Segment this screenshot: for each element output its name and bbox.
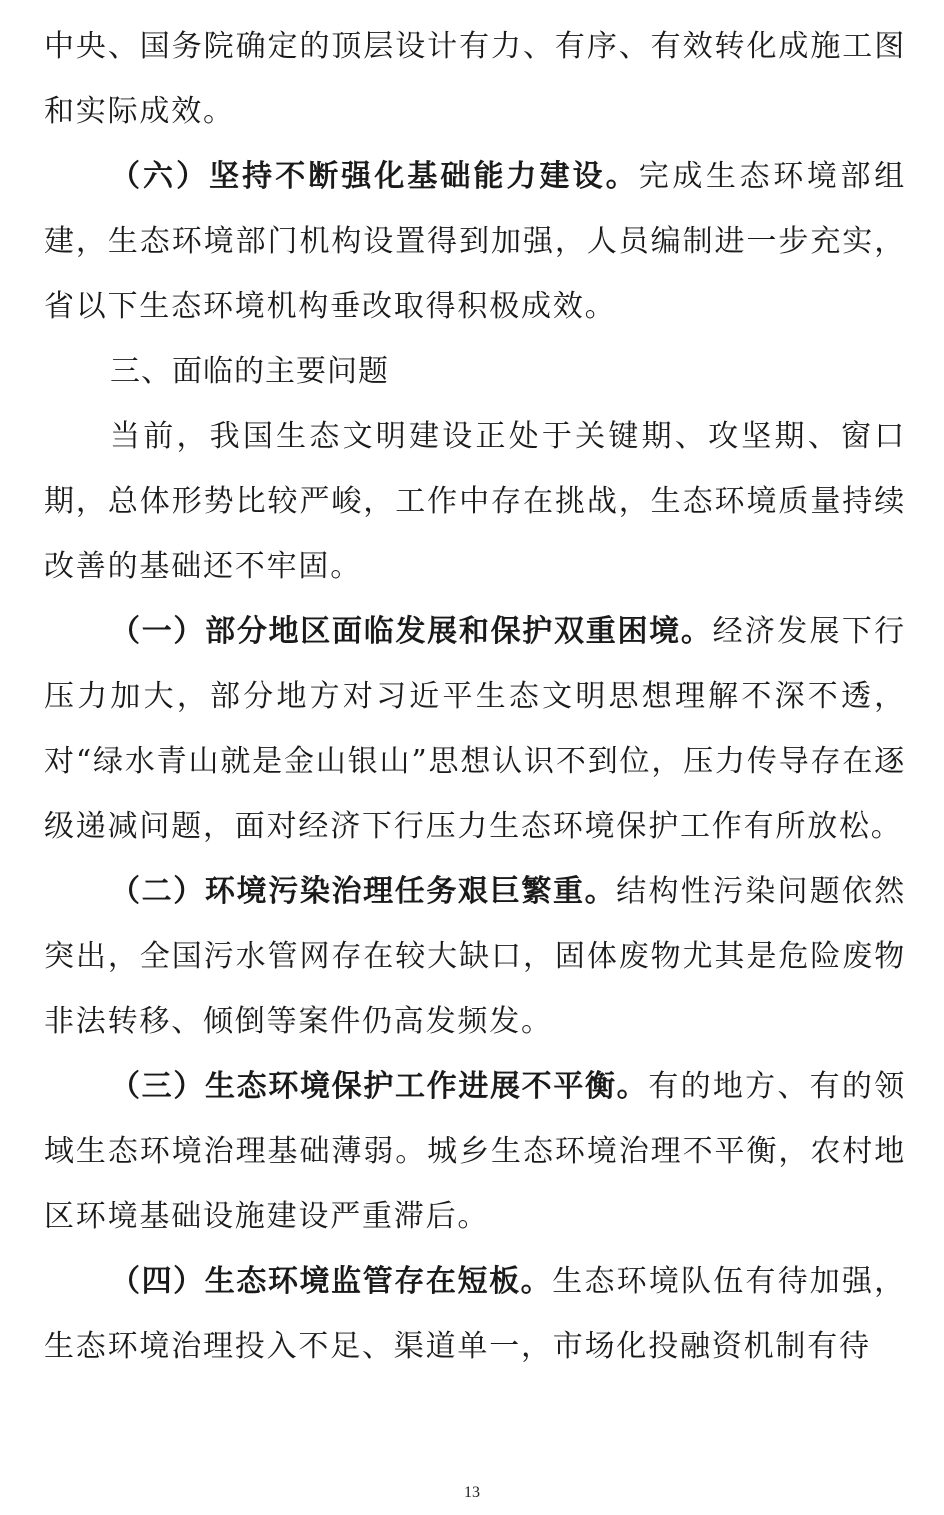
paragraph-item-6 [44, 144, 906, 339]
section-heading: 三、面临的主要问题 [110, 354, 389, 389]
paragraph-lead: （四）生态环境监管存在短板。 [110, 1264, 553, 1299]
paragraph-text: 当前，我国生态文明建设正处于关键期、攻坚期、窗口期，总体形势比较严峻，工作中存在挑战，生态环境质量持续改善的基础还不牢固。 [44, 419, 906, 584]
paragraph-text: 中央、国务院确定的顶层设计有力、有序、有效转化成施工图和实际成效。 [44, 29, 906, 129]
paragraph-item-4 [44, 1249, 906, 1379]
document-page [44, 14, 906, 1379]
paragraph-lead: （六）坚持不断强化基础能力建设。 [110, 159, 639, 194]
paragraph-text: 有的地方、有的领域生态环境治理基础薄弱。城乡生态环境治理不平衡，农村地区环境基础设施建设严重滞后。 [44, 1069, 906, 1234]
paragraph-intro [44, 404, 906, 599]
paragraph-lead: （一）部分地区面临发展和保护双重困境。 [110, 614, 713, 649]
paragraph-item-3 [44, 1054, 906, 1249]
paragraph-lead: （二）环境污染治理任务艰巨繁重。 [110, 874, 617, 909]
paragraph-text: 经济发展下行压力加大，部分地方对习近平生态文明思想理解不深不透，对“绿水青山就是金山银山”思想认识不到位，压力传导存在逐级递减问题，面对经济下行压力生态环境保护工作有所放松。 [44, 614, 906, 844]
paragraph-item-2 [44, 859, 906, 1054]
paragraph-lead: （三）生态环境保护工作进展不平衡。 [110, 1069, 649, 1104]
paragraph-text: 完成生态环境部组建，生态环境部门机构设置得到加强，人员编制进一步充实，省以下生态环境机构垂改取得积极成效。 [44, 159, 907, 324]
paragraph-text: 结构性污染问题依然突出，全国污水管网存在较大缺口，固体废物尤其是危险废物非法转移、倾倒等案件仍高发频发。 [44, 874, 906, 1039]
paragraph-text: 生态环境队伍有待加强，生态环境治理投入不足、渠道单一，市场化投融资机制有待 [44, 1264, 906, 1364]
paragraph-continuation [44, 14, 906, 144]
paragraph-item-1 [44, 599, 906, 859]
page-number: 13 [464, 1484, 480, 1501]
